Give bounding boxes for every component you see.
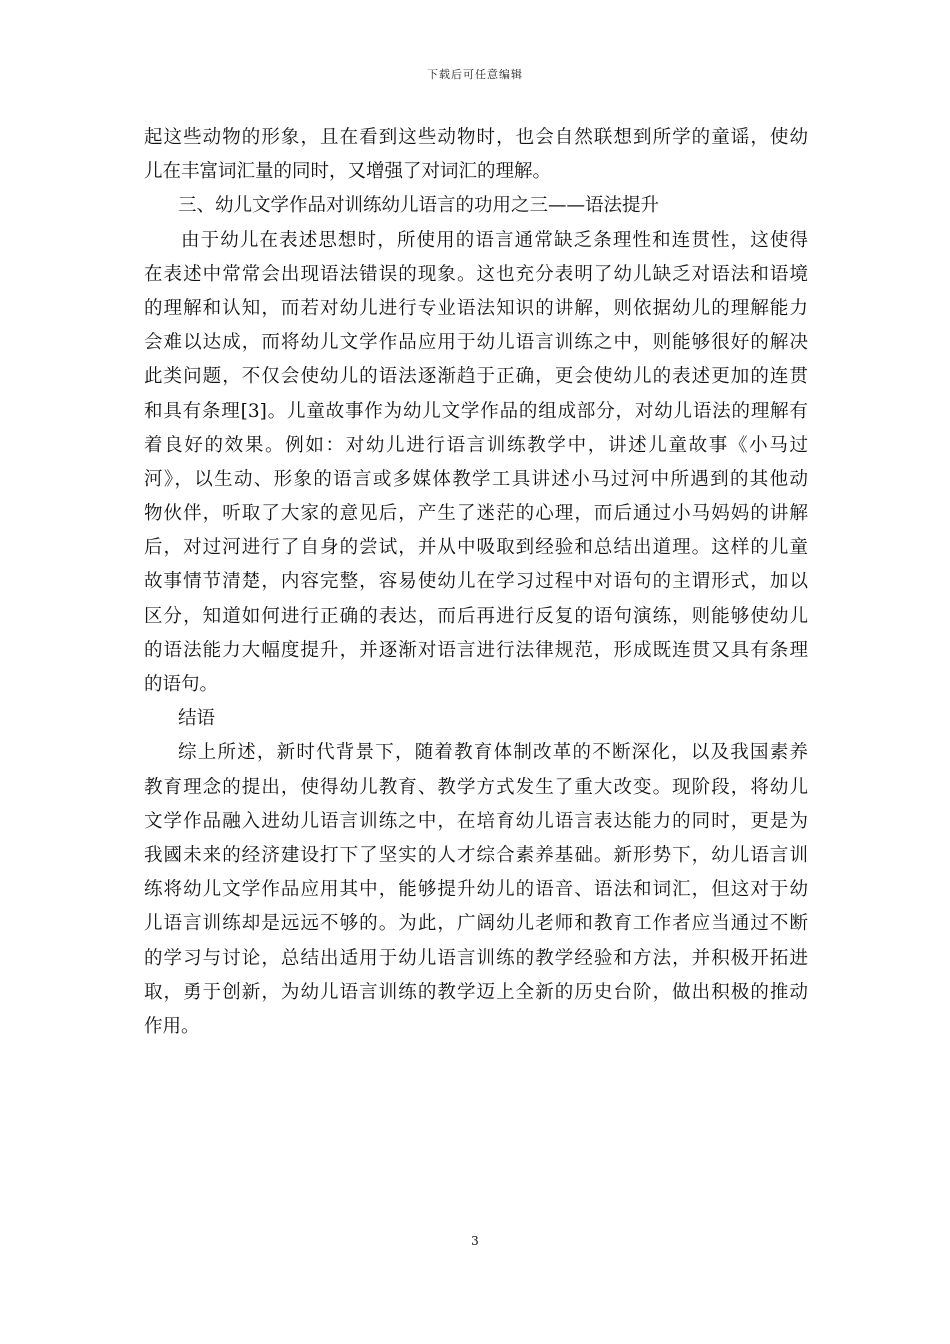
text-line: 由于幼儿在表述思想时，所使用的语言通常缺乏条理性和连贯性，这使得: [181, 229, 808, 251]
text-line: 和具有条理[3]。儿童故事作为幼儿文学作品的组成部分，对幼儿语法的理解有: [144, 400, 808, 422]
text-line: 起这些动物的形象，且在看到这些动物时，也会自然联想到所学的童谣，使幼: [144, 127, 808, 148]
text-line: 作用。: [144, 1015, 200, 1037]
section-heading: 三、幼儿文学作品对训练幼儿语言的功用之三——语法提升: [178, 195, 660, 217]
text-line: 取，勇于创新，为幼儿语言训练的教学迈上全新的历史台阶，做出积极的推动: [144, 981, 808, 1003]
text-line: 后，对过河进行了自身的尝试，并从中吸取到经验和总结出道理。这样的儿童: [144, 537, 808, 559]
text-line: 教育理念的提出，使得幼儿教育、教学方式发生了重大改变。现阶段，将幼儿: [144, 776, 808, 798]
text-line: 的理解和认知，而若对幼儿进行专业语法知识的讲解，则依据幼儿的理解能力: [144, 297, 808, 319]
text-line: 河》，以生动、形象的语言或多媒体教学工具讲述小马过河中所遇到的其他动: [144, 468, 808, 490]
text-line: 的语法能力大幅度提升，并逐渐对语言进行法律规范，形成既连贯又具有条理: [144, 639, 808, 661]
conclusion-heading: 结语: [178, 708, 216, 730]
text-line: 文学作品融入进幼儿语言训练之中，在培育幼儿语言表达能力的同时，更是为: [144, 810, 808, 832]
paragraph-conclusion: [144, 736, 808, 1044]
text-line: 综上所述，新时代背景下，随着教育体制改革的不断深化，以及我国素养: [178, 742, 808, 764]
paragraph-continuation: [144, 121, 808, 189]
page-number: 3: [471, 1234, 479, 1248]
page-header: 下载后可任意编辑: [427, 68, 523, 81]
text-line: 着良好的效果。例如：对幼儿进行语言训练教学中，讲述儿童故事《小马过: [144, 434, 808, 456]
text-line: 练将幼儿文学作品应用其中，能够提升幼儿的语音、语法和词汇，但这对于幼: [144, 879, 808, 901]
paragraph-grammar: [144, 224, 808, 703]
text-line: 故事情节清楚，内容完整，容易使幼儿在学习过程中对语句的主谓形式，加以: [144, 571, 808, 593]
text-line: 区分，知道如何进行正确的表达，而后再进行反复的语句演练，则能够使幼儿: [144, 605, 808, 627]
text-line: 儿在丰富词汇量的同时，又增强了对词汇的理解。: [144, 161, 552, 183]
text-line: 会难以达成，而将幼儿文学作品应用于幼儿语言训练之中，则能够很好的解决: [144, 332, 808, 354]
text-line: 的语句。: [144, 674, 219, 695]
text-line: 的学习与讨论，总结出适用于幼儿语言训练的教学经验和方法，并积极开拓进: [144, 947, 808, 969]
text-line: 此类问题，不仅会使幼儿的语法逐渐趋于正确，更会使幼儿的表述更加的连贯: [144, 366, 808, 388]
text-line: 我國未来的经济建设打下了坚实的人才综合素养基础。新形势下，幼儿语言训: [144, 844, 808, 866]
text-line: 在表述中常常会出现语法错误的现象。这也充分表明了幼儿缺乏对语法和语境: [144, 263, 808, 285]
text-line: 儿语言训练却是远远不够的。为此，广阔幼儿老师和教育工作者应当通过不断: [144, 913, 808, 935]
document-body: [144, 121, 808, 1044]
text-line: 物伙伴，听取了大家的意见后，产生了迷茫的心理，而后通过小马妈妈的讲解: [144, 503, 808, 525]
